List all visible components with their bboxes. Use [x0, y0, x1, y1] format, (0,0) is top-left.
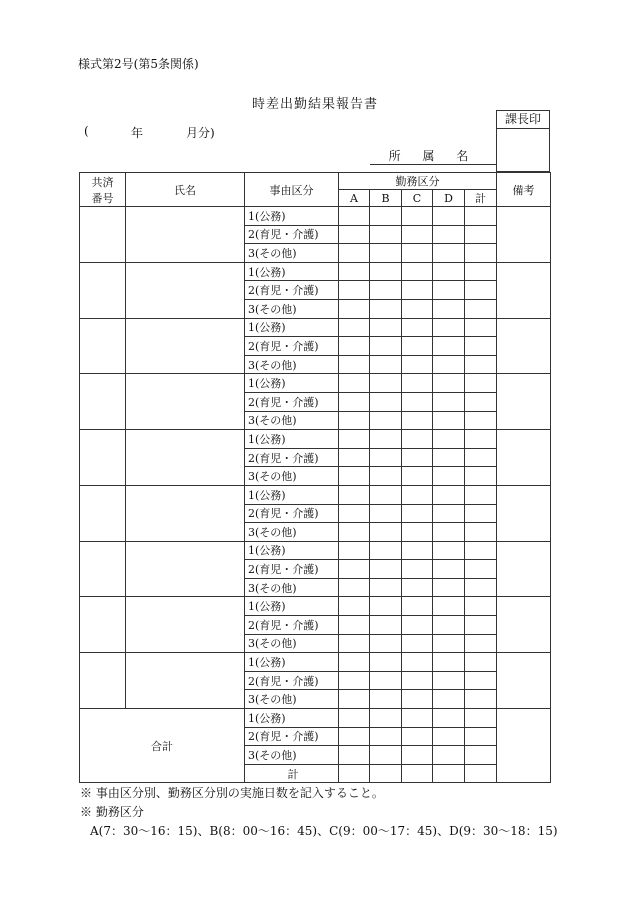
name-cell[interactable]	[126, 318, 245, 374]
day-count-cell[interactable]	[402, 207, 433, 226]
remarks-cell[interactable]	[497, 207, 551, 263]
day-count-cell[interactable]	[433, 560, 465, 579]
day-count-cell[interactable]	[433, 467, 465, 486]
day-count-cell[interactable]	[433, 225, 465, 244]
day-count-cell[interactable]	[339, 207, 370, 226]
category-label: 2(育児・介護)	[245, 392, 339, 411]
category-label: 3(その他)	[245, 299, 339, 318]
day-count-cell[interactable]	[465, 578, 497, 597]
day-count-cell[interactable]	[465, 281, 497, 300]
day-count-cell[interactable]	[465, 560, 497, 579]
day-count-cell[interactable]	[370, 318, 402, 337]
period-month-label: 月分)	[186, 126, 215, 140]
category-label: 1(公務)	[245, 597, 339, 616]
day-count-cell[interactable]	[465, 727, 497, 746]
category-label: 3(その他)	[245, 746, 339, 765]
header-col-c: C	[402, 190, 433, 207]
table-row	[80, 262, 551, 281]
day-count-cell[interactable]	[465, 634, 497, 653]
total-row	[80, 709, 551, 728]
manager-stamp-label: 課長印	[497, 111, 549, 129]
category-label: 2(育児・介護)	[245, 448, 339, 467]
category-label: 2(育児・介護)	[245, 671, 339, 690]
day-count-cell[interactable]	[370, 634, 402, 653]
attendance-table	[79, 172, 551, 783]
day-count-cell[interactable]	[433, 337, 465, 356]
day-count-cell[interactable]	[433, 374, 465, 393]
day-count-cell[interactable]	[465, 207, 497, 226]
day-count-cell[interactable]	[370, 504, 402, 523]
day-count-cell[interactable]	[370, 764, 402, 783]
category-label: 2(育児・介護)	[245, 281, 339, 300]
day-count-cell[interactable]	[402, 746, 433, 765]
day-count-cell[interactable]	[433, 746, 465, 765]
day-count-cell[interactable]	[339, 467, 370, 486]
day-count-cell[interactable]	[402, 467, 433, 486]
category-label: 1(公務)	[245, 541, 339, 560]
table-row	[80, 207, 551, 226]
day-count-cell[interactable]	[402, 225, 433, 244]
day-count-cell[interactable]	[370, 430, 402, 449]
table-row	[80, 653, 551, 672]
day-count-cell[interactable]	[370, 411, 402, 430]
day-count-cell[interactable]	[402, 560, 433, 579]
day-count-cell[interactable]	[465, 244, 497, 263]
day-count-cell[interactable]	[370, 709, 402, 728]
day-count-cell[interactable]	[370, 225, 402, 244]
category-label: 1(公務)	[245, 653, 339, 672]
day-count-cell[interactable]	[370, 244, 402, 263]
category-label: 1(公務)	[245, 262, 339, 281]
day-count-cell[interactable]	[433, 671, 465, 690]
member-no-cell[interactable]	[80, 207, 126, 263]
day-count-cell[interactable]	[339, 355, 370, 374]
header-remarks: 備考	[497, 173, 551, 207]
day-count-cell[interactable]	[339, 653, 370, 672]
day-count-cell[interactable]	[433, 281, 465, 300]
day-count-cell[interactable]	[339, 411, 370, 430]
day-count-cell[interactable]	[370, 690, 402, 709]
day-count-cell[interactable]	[465, 616, 497, 635]
day-count-cell[interactable]	[402, 690, 433, 709]
day-count-cell[interactable]	[339, 430, 370, 449]
remarks-cell[interactable]	[497, 374, 551, 430]
day-count-cell[interactable]	[465, 448, 497, 467]
day-count-cell[interactable]	[339, 337, 370, 356]
name-cell[interactable]	[126, 653, 245, 709]
day-count-cell[interactable]	[370, 616, 402, 635]
department-field: 所 属 名	[370, 147, 496, 165]
day-count-cell[interactable]	[465, 318, 497, 337]
header-col-a: A	[339, 190, 370, 207]
day-count-cell[interactable]	[402, 671, 433, 690]
day-count-cell[interactable]	[339, 523, 370, 542]
day-count-cell[interactable]	[402, 411, 433, 430]
day-count-cell[interactable]	[465, 430, 497, 449]
day-count-cell[interactable]	[370, 448, 402, 467]
day-count-cell[interactable]	[402, 541, 433, 560]
header-name: 氏名	[126, 173, 245, 207]
day-count-cell[interactable]	[433, 578, 465, 597]
day-count-cell[interactable]	[433, 392, 465, 411]
header-col-d: D	[433, 190, 465, 207]
day-count-cell[interactable]	[402, 504, 433, 523]
member-no-cell[interactable]	[80, 262, 126, 318]
day-count-cell[interactable]	[370, 541, 402, 560]
header-col-b: B	[370, 190, 402, 207]
day-count-cell[interactable]	[402, 374, 433, 393]
day-count-cell[interactable]	[465, 299, 497, 318]
day-count-cell[interactable]	[339, 262, 370, 281]
day-count-cell[interactable]	[339, 597, 370, 616]
day-count-cell[interactable]	[465, 764, 497, 783]
day-count-cell[interactable]	[433, 485, 465, 504]
day-count-cell[interactable]	[433, 653, 465, 672]
remarks-cell[interactable]	[497, 653, 551, 709]
day-count-cell[interactable]	[433, 690, 465, 709]
day-count-cell[interactable]	[402, 355, 433, 374]
day-count-cell[interactable]	[433, 764, 465, 783]
category-label: 2(育児・介護)	[245, 727, 339, 746]
category-label: 2(育児・介護)	[245, 616, 339, 635]
day-count-cell[interactable]	[465, 746, 497, 765]
day-count-cell[interactable]	[370, 392, 402, 411]
name-cell[interactable]	[126, 541, 245, 597]
category-label: 1(公務)	[245, 485, 339, 504]
day-count-cell[interactable]	[370, 467, 402, 486]
day-count-cell[interactable]	[339, 281, 370, 300]
day-count-cell[interactable]	[370, 262, 402, 281]
day-count-cell[interactable]	[402, 653, 433, 672]
form-number: 様式第2号(第5条関係)	[78, 57, 199, 71]
day-count-cell[interactable]	[402, 430, 433, 449]
day-count-cell[interactable]	[433, 411, 465, 430]
category-label: 2(育児・介護)	[245, 560, 339, 579]
day-count-cell[interactable]	[370, 523, 402, 542]
day-count-cell[interactable]	[370, 374, 402, 393]
day-count-cell[interactable]	[370, 578, 402, 597]
day-count-cell[interactable]	[465, 374, 497, 393]
day-count-cell[interactable]	[339, 225, 370, 244]
day-count-cell[interactable]	[465, 709, 497, 728]
day-count-cell[interactable]	[433, 448, 465, 467]
day-count-cell[interactable]	[402, 709, 433, 728]
category-label: 3(その他)	[245, 244, 339, 263]
table-row	[80, 485, 551, 504]
day-count-cell[interactable]	[465, 411, 497, 430]
category-label: 1(公務)	[245, 207, 339, 226]
day-count-cell[interactable]	[339, 690, 370, 709]
name-cell[interactable]	[126, 262, 245, 318]
member-no-cell[interactable]	[80, 597, 126, 653]
day-count-cell[interactable]	[402, 597, 433, 616]
table-row	[80, 597, 551, 616]
day-count-cell[interactable]	[370, 727, 402, 746]
period-year-label: 年	[131, 126, 144, 140]
name-cell[interactable]	[126, 485, 245, 541]
day-count-cell[interactable]	[339, 764, 370, 783]
day-count-cell[interactable]	[433, 262, 465, 281]
category-label: 3(その他)	[245, 634, 339, 653]
remarks-cell[interactable]	[497, 541, 551, 597]
day-count-cell[interactable]	[402, 281, 433, 300]
day-count-cell[interactable]	[465, 485, 497, 504]
day-count-cell[interactable]	[465, 690, 497, 709]
remarks-cell[interactable]	[497, 318, 551, 374]
category-label: 1(公務)	[245, 430, 339, 449]
day-count-cell[interactable]	[433, 634, 465, 653]
day-count-cell[interactable]	[370, 207, 402, 226]
day-count-cell[interactable]	[402, 616, 433, 635]
day-count-cell[interactable]	[433, 597, 465, 616]
day-count-cell[interactable]	[370, 281, 402, 300]
category-label: 3(その他)	[245, 690, 339, 709]
remarks-cell[interactable]	[497, 430, 551, 486]
table-row	[80, 430, 551, 449]
member-no-cell[interactable]	[80, 541, 126, 597]
period-open: (	[84, 124, 89, 138]
name-cell[interactable]	[126, 374, 245, 430]
member-no-cell[interactable]	[80, 653, 126, 709]
header-work-type: 勤務区分	[339, 173, 497, 190]
day-count-cell[interactable]	[402, 578, 433, 597]
day-count-cell[interactable]	[433, 244, 465, 263]
day-count-cell[interactable]	[465, 355, 497, 374]
day-count-cell[interactable]	[339, 485, 370, 504]
day-count-cell[interactable]	[465, 653, 497, 672]
category-label: 1(公務)	[245, 318, 339, 337]
day-count-cell[interactable]	[465, 225, 497, 244]
day-count-cell[interactable]	[339, 299, 370, 318]
day-count-cell[interactable]	[370, 597, 402, 616]
day-count-cell[interactable]	[339, 578, 370, 597]
day-count-cell[interactable]	[433, 318, 465, 337]
day-count-cell[interactable]	[433, 709, 465, 728]
day-count-cell[interactable]	[339, 541, 370, 560]
day-count-cell[interactable]	[402, 262, 433, 281]
day-count-cell[interactable]	[465, 541, 497, 560]
document-title: 時差出勤結果報告書	[251, 97, 378, 112]
day-count-cell[interactable]	[370, 560, 402, 579]
note-work-type-heading: ※ 勤務区分	[80, 805, 144, 819]
day-count-cell[interactable]	[339, 318, 370, 337]
day-count-cell[interactable]	[339, 448, 370, 467]
grand-total-label: 計	[245, 764, 339, 783]
category-label: 2(育児・介護)	[245, 225, 339, 244]
day-count-cell[interactable]	[402, 634, 433, 653]
day-count-cell[interactable]	[339, 709, 370, 728]
day-count-cell[interactable]	[339, 634, 370, 653]
day-count-cell[interactable]	[402, 337, 433, 356]
category-label: 2(育児・介護)	[245, 337, 339, 356]
category-label: 3(その他)	[245, 523, 339, 542]
header-col-total: 計	[465, 190, 497, 207]
name-cell[interactable]	[126, 430, 245, 486]
header-reason: 事由区分	[245, 173, 339, 207]
note-instructions: ※ 事由区分別、勤務区分別の実施日数を記入すること。	[80, 786, 384, 800]
day-count-cell[interactable]	[433, 430, 465, 449]
day-count-cell[interactable]	[402, 764, 433, 783]
day-count-cell[interactable]	[402, 727, 433, 746]
remarks-cell[interactable]	[497, 485, 551, 541]
day-count-cell[interactable]	[339, 746, 370, 765]
total-label: 合計	[80, 709, 245, 783]
member-no-cell[interactable]	[80, 318, 126, 374]
day-count-cell[interactable]	[402, 523, 433, 542]
day-count-cell[interactable]	[465, 597, 497, 616]
category-label: 1(公務)	[245, 374, 339, 393]
day-count-cell[interactable]	[339, 727, 370, 746]
day-count-cell[interactable]	[370, 746, 402, 765]
day-count-cell[interactable]	[339, 560, 370, 579]
day-count-cell[interactable]	[339, 392, 370, 411]
note-work-type-times: A(7：30〜16：15)、B(8：00〜16：45)、C(9：00〜17：45)、D(9：30〜18：15)	[90, 824, 558, 838]
day-count-cell[interactable]	[339, 616, 370, 635]
member-no-cell[interactable]	[80, 485, 126, 541]
day-count-cell[interactable]	[465, 523, 497, 542]
table-row	[80, 374, 551, 393]
category-label: 3(その他)	[245, 411, 339, 430]
day-count-cell[interactable]	[402, 485, 433, 504]
day-count-cell[interactable]	[433, 541, 465, 560]
remarks-cell[interactable]	[497, 709, 551, 783]
day-count-cell[interactable]	[433, 207, 465, 226]
day-count-cell[interactable]	[465, 392, 497, 411]
day-count-cell[interactable]	[339, 671, 370, 690]
day-count-cell[interactable]	[370, 299, 402, 318]
day-count-cell[interactable]	[465, 467, 497, 486]
manager-stamp-box	[496, 110, 550, 172]
day-count-cell[interactable]	[370, 337, 402, 356]
category-label: 2(育児・介護)	[245, 504, 339, 523]
remarks-cell[interactable]	[497, 262, 551, 318]
day-count-cell[interactable]	[465, 262, 497, 281]
header-member-no: 共済 番号	[80, 173, 126, 207]
day-count-cell[interactable]	[370, 485, 402, 504]
day-count-cell[interactable]	[465, 671, 497, 690]
day-count-cell[interactable]	[465, 337, 497, 356]
day-count-cell[interactable]	[402, 392, 433, 411]
day-count-cell[interactable]	[433, 616, 465, 635]
day-count-cell[interactable]	[465, 504, 497, 523]
day-count-cell[interactable]	[339, 504, 370, 523]
table-row	[80, 541, 551, 560]
day-count-cell[interactable]	[370, 653, 402, 672]
day-count-cell[interactable]	[370, 355, 402, 374]
day-count-cell[interactable]	[339, 374, 370, 393]
category-label: 3(その他)	[245, 355, 339, 374]
day-count-cell[interactable]	[433, 727, 465, 746]
day-count-cell[interactable]	[433, 504, 465, 523]
day-count-cell[interactable]	[433, 523, 465, 542]
member-no-cell[interactable]	[80, 374, 126, 430]
category-label: 1(公務)	[245, 709, 339, 728]
category-label: 3(その他)	[245, 467, 339, 486]
day-count-cell[interactable]	[402, 318, 433, 337]
table-row	[80, 318, 551, 337]
member-no-cell[interactable]	[80, 430, 126, 486]
day-count-cell[interactable]	[433, 355, 465, 374]
day-count-cell[interactable]	[402, 244, 433, 263]
name-cell[interactable]	[126, 597, 245, 653]
name-cell[interactable]	[126, 207, 245, 263]
day-count-cell[interactable]	[433, 299, 465, 318]
remarks-cell[interactable]	[497, 597, 551, 653]
day-count-cell[interactable]	[339, 244, 370, 263]
day-count-cell[interactable]	[402, 299, 433, 318]
day-count-cell[interactable]	[402, 448, 433, 467]
day-count-cell[interactable]	[370, 671, 402, 690]
category-label: 3(その他)	[245, 578, 339, 597]
